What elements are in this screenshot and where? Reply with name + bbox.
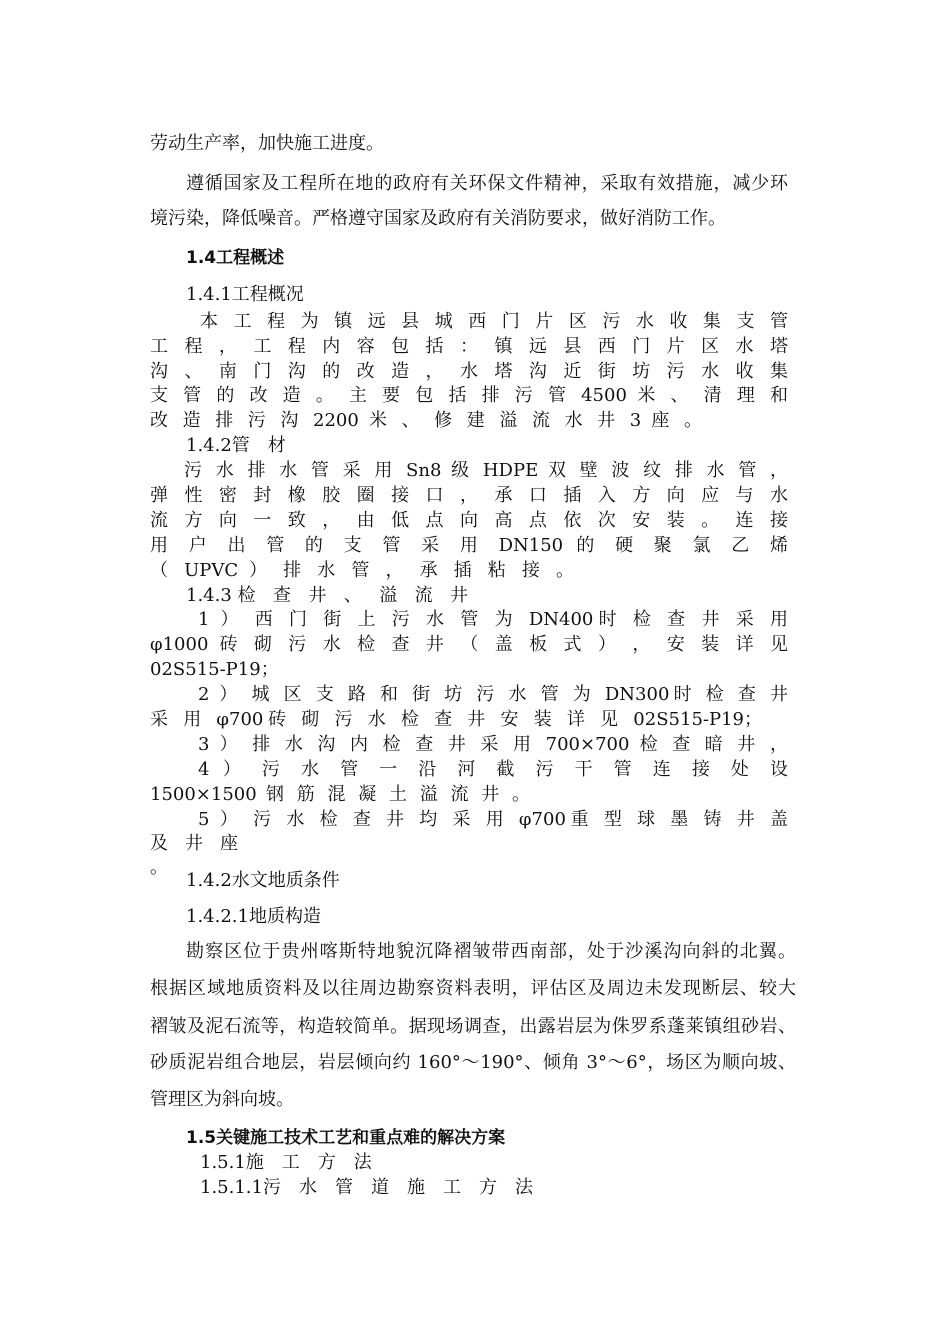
paragraph-line: 境污染，降低噪音。严格遵守国家及政府有关消防要求，做好消防工作。 [150,208,726,229]
list-item-line: 1 ） 西 门 街 上 污 水 管 为 DN400时 检 查 井 采 用 [198,609,788,630]
paragraph-line: 用 户 出 管 的 支 管 采 用 DN150 的 硬 聚 氯 乙 烯 [150,535,788,556]
paragraph-line: 流 方 向 一 致 ， 由 低 点 向 高 点 依 次 安 装 。 连 接 [150,510,788,531]
paragraph-line: 弹 性 密 封 橡 胶 圈 接 口 ， 承 口 插 入 方 向 应 与 水 [150,485,788,506]
paragraph-line: 沟 、 南 门 沟 的 改 造 ， 水 塔 沟 近 街 坊 污 水 收 集 [150,361,788,382]
list-item-line: 02S515-P19； [150,659,279,680]
paragraph-line: 砂质泥岩组合地层，岩层倾向约 160°～190°、倾角 3°～6°，场区为顺向坡、 [150,1052,796,1073]
subsection-heading: 1.4.1工程概况 [186,284,304,305]
paragraph-line: 管理区为斜向坡。 [150,1089,294,1110]
paragraph-line: 勘察区位于贵州喀斯特地貌沉降褶皱带西南部，处于沙溪沟向斜的北翼。 [186,941,796,962]
subsection-heading: 1.4.2管 材 [186,435,286,456]
paragraph-line: 劳动生产率，加快施工进度。 [150,133,384,154]
paragraph-line: （ UPVC ） 排 水 管 ， 承 插 粘 接 。 [150,560,574,581]
list-item-line: φ1000 砖 砌 污 水 检 查 井 （ 盖 板 式 ） ， 安 装 详 见 [150,634,788,655]
paragraph-line: 改 造 排 污 沟 2200 米 、 修 建 溢 流 水 井 3 座 。 [150,410,702,431]
list-item-line: 4 ） 污 水 管 一 沿 河 截 污 干 管 连 接 处 设 [198,759,788,780]
paragraph-line: 根据区域地质资料及以往周边勘察资料表明，评估区及周边未发现断层、较大 [150,978,796,999]
list-item-line: 3 ） 排 水 沟 内 检 查 井 采 用 700×700 检 查 暗 井 ， [198,734,788,755]
list-item-line: 采 用 φ700砖 砌 污 水 检 查 井 安 装 详 见 02S515-P19； [150,709,762,730]
subsection-heading: 1.4.3检 查 井 、 溢 流 井 [186,585,468,606]
subsection-heading: 1.5.1.1污 水 管 道 施 工 方 法 [200,1177,533,1198]
list-item-line: 2 ） 城 区 支 路 和 街 坊 污 水 管 为 DN300时 检 查 井 [198,684,788,705]
list-item-line: 5 ） 污 水 检 查 井 均 采 用 φ700重 型 球 墨 铸 井 盖 [198,809,788,830]
subsection-heading: 1.4.2水文地质条件 [186,870,340,891]
paragraph-line: 褶皱及泥石流等，构造较简单。据现场调查，出露岩层为侏罗系蓬莱镇组砂岩、 [150,1016,796,1037]
subsection-heading: 1.5.1施 工 方 法 [200,1152,372,1173]
paragraph-line: 工 程 ， 工 程 内 容 包 括 ： 镇 远 县 西 门 片 区 水 塔 [150,336,788,357]
section-heading: 1.4工程概述 [186,248,285,268]
paragraph-line: 遵循国家及工程所在地的政府有关环保文件精神，采取有效措施，减少环 [186,173,788,194]
list-item-line: 1500×1500 钢 筋 混 凝 土 溢 流 井 。 [150,784,530,805]
paragraph-line: 本 工 程 为 镇 远 县 城 西 门 片 区 污 水 收 集 支 管 [200,311,788,332]
subsection-heading: 1.4.2.1地质构造 [186,906,321,927]
paragraph-line: 支 管 的 改 造 。 主 要 包 括 排 污 管 4500 米 、 清 理 和 [150,385,789,406]
section-heading: 1.5关键施工技术工艺和重点难的解决方案 [186,1128,506,1148]
paragraph-line: 污 水 排 水 管 采 用 Sn8 级 HDPE 双 壁 波 纹 排 水 管 ， [184,460,788,481]
list-item-line: 及 井 座 。 [150,833,238,878]
